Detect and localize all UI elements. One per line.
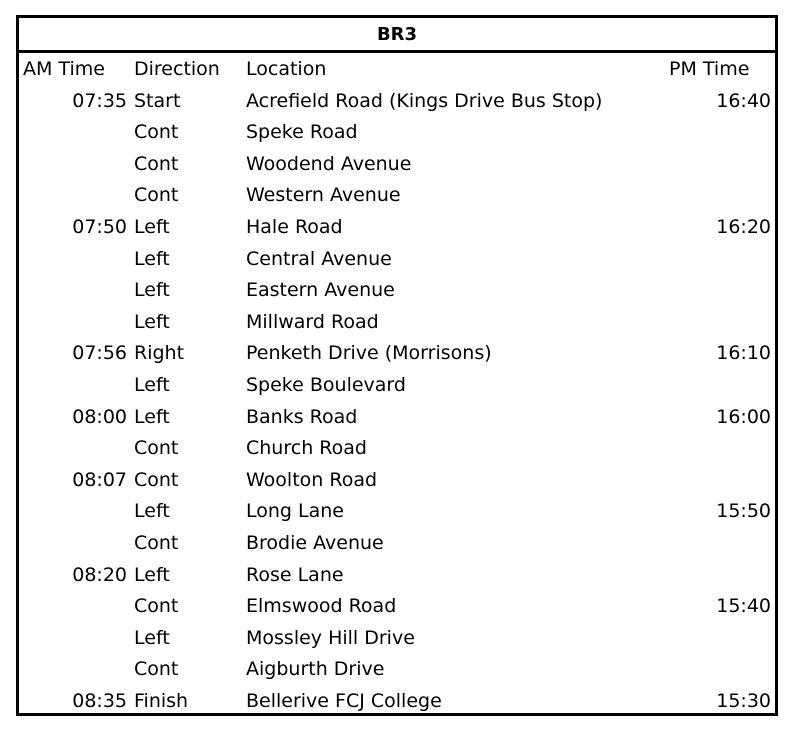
location-cell: Hale Road [246,215,343,238]
am-time-cell: 08:20 [72,563,127,586]
location-cell: Bellerive FCJ College [246,689,442,712]
direction-cell: Left [134,247,170,270]
pm-time-cell: 15:40 [716,595,771,618]
timetable-rows [19,86,775,718]
table-row [19,560,775,592]
direction-cell: Left [134,279,170,302]
direction-cell: Left [134,626,170,649]
pm-time-cell: 16:10 [716,342,771,365]
table-row [19,654,775,686]
table-row [19,86,775,118]
direction-cell: Left [134,310,170,333]
location-cell: Elmswood Road [246,595,397,618]
am-time-cell: 08:35 [72,689,127,712]
location-cell: Woodend Avenue [246,152,412,175]
table-row [19,496,775,528]
table-row [19,180,775,212]
route-title: BR3 [19,18,775,53]
pm-time-cell: 15:30 [716,689,771,712]
header-direction: Direction [134,58,220,80]
direction-cell: Left [134,405,170,428]
table-row [19,275,775,307]
header-location: Location [246,58,327,80]
table-row [19,623,775,655]
pm-time-cell: 16:20 [716,215,771,238]
location-cell: Banks Road [246,405,358,428]
location-cell: Rose Lane [246,563,344,586]
location-cell: Woolton Road [246,468,378,491]
table-row [19,117,775,149]
direction-cell: Cont [134,152,179,175]
table-row [19,244,775,276]
pm-time-cell: 16:40 [716,89,771,112]
location-cell: Penketh Drive (Morrisons) [246,342,492,365]
table-row [19,212,775,244]
location-cell: Speke Road [246,121,358,144]
location-cell: Acrefield Road (Kings Drive Bus Stop) [246,89,603,112]
timetable-frame [16,15,778,716]
location-cell: Eastern Avenue [246,279,395,302]
table-row [19,402,775,434]
direction-cell: Cont [134,468,179,491]
table-row [19,686,775,718]
table-row [19,591,775,623]
direction-cell: Cont [134,531,179,554]
table-row [19,149,775,181]
am-time-cell: 08:00 [72,405,127,428]
am-time-cell: 07:56 [72,342,127,365]
timetable-grid [19,54,775,717]
direction-cell: Left [134,563,170,586]
table-row [19,528,775,560]
am-time-cell: 08:07 [72,468,127,491]
location-cell: Central Avenue [246,247,392,270]
direction-cell: Finish [134,689,189,712]
am-time-cell: 07:35 [72,89,127,112]
table-row [19,370,775,402]
location-cell: Mossley Hill Drive [246,626,415,649]
pm-time-cell: 16:00 [716,405,771,428]
pm-time-cell: 15:50 [716,500,771,523]
direction-cell: Cont [134,658,179,681]
location-cell: Speke Boulevard [246,373,406,396]
location-cell: Long Lane [246,500,344,523]
header-row [19,54,775,86]
direction-cell: Left [134,500,170,523]
location-cell: Brodie Avenue [246,531,384,554]
direction-cell: Right [134,342,185,365]
direction-cell: Cont [134,595,179,618]
direction-cell: Left [134,373,170,396]
direction-cell: Cont [134,184,179,207]
table-row [19,465,775,497]
direction-cell: Cont [134,121,179,144]
header-pm-time: PM Time [669,58,750,80]
table-row [19,338,775,370]
direction-cell: Start [134,89,181,112]
direction-cell: Cont [134,437,179,460]
header-am-time: AM Time [23,58,105,80]
table-row [19,307,775,339]
direction-cell: Left [134,215,170,238]
location-cell: Aigburth Drive [246,658,385,681]
table-row [19,433,775,465]
location-cell: Millward Road [246,310,379,333]
location-cell: Church Road [246,437,367,460]
am-time-cell: 07:50 [72,215,127,238]
location-cell: Western Avenue [246,184,401,207]
